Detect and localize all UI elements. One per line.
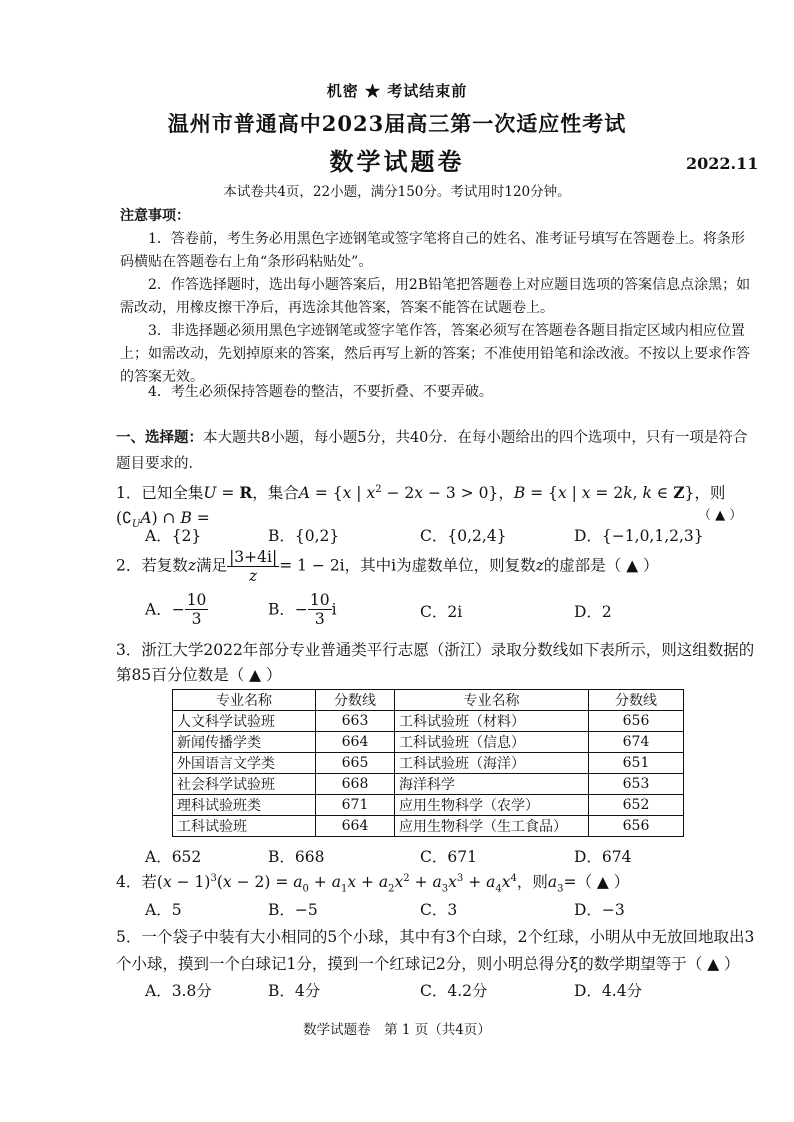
- column-header: 分数线: [589, 690, 684, 711]
- option-b: B．−5: [268, 901, 318, 919]
- page-footer: 数学试题卷 第 1 页（共4页）: [303, 1022, 491, 1038]
- table-row: 外国语言文学类 665 工科试验班（海洋） 651: [173, 753, 684, 774]
- option-b: B．668: [268, 848, 325, 866]
- question-text: ，其中i为虚数单位，则复数: [344, 556, 536, 575]
- table-row: 社会科学试验班 668 海洋科学 653: [173, 774, 684, 795]
- exam-title: 温州市普通高中2023届高三第一次适应性考试: [167, 111, 627, 136]
- section-label: 一、选择题：: [116, 429, 203, 446]
- answer-mark: （ ▲ ）: [698, 508, 743, 523]
- exam-date: 2022.11: [686, 154, 759, 173]
- option-a: A．{2}: [145, 527, 202, 545]
- option-a: A．3.8分: [145, 982, 212, 1000]
- option-b: B．− $\frac{10}{3}$ i: [268, 591, 337, 628]
- option-c: C．2i: [420, 603, 463, 621]
- table-row: 人文科学试验班 663 工科试验班（材料） 656: [173, 711, 684, 732]
- option-b: B．4分: [268, 982, 321, 1000]
- note-item: 1．答卷前，考生务必用黑色字迹钢笔或签字笔将自己的姓名、准考证号填写在答题卷上。将条形码横贴在答题卷右上角“条形码粘贴处”。: [120, 231, 745, 270]
- table-row: 工科试验班 664 应用生物科学（生工食品） 656: [173, 816, 684, 837]
- option-d: D．4.4分: [574, 982, 643, 1000]
- option-a: A．− $\frac{10}{3}$: [145, 591, 207, 628]
- question-text: ，则: [694, 484, 726, 503]
- section-text: 本大题共8小题，每小题5分，共40分．在每小题给出的四个选项中，只有一项是符合题目要求的．: [116, 430, 748, 472]
- question-text: ，则: [516, 873, 548, 892]
- question-2: 2．若复数z满足 $\frac{|3+4i|}{z}$ = 1 − 2i，其中i为虚数单位，则复数z的虚部是（ ▲ ）: [116, 548, 659, 585]
- question-text: = 1 − 2i: [279, 556, 345, 575]
- question-number: 1．: [116, 484, 142, 503]
- column-header: 专业名称: [395, 690, 589, 711]
- section-header: [116, 425, 748, 477]
- column-header: 分数线: [316, 690, 395, 711]
- question-5: 5．一个袋子中装有大小相同的5个小球，其中有3个白球，2个红球，小明从中无放回地取出3个小球，摸到一个白球记1分，摸到一个红球记2分，则小明总得分ξ的数学期望等于（ ▲ ）: [116, 928, 755, 973]
- option-c: C．4.2分: [420, 982, 488, 1000]
- question-text: 满足: [196, 556, 228, 575]
- table-row: 理科试验班类 671 应用生物科学（农学） 652: [173, 795, 684, 816]
- question-text: ，集合: [252, 484, 299, 503]
- question-3: 3．浙江大学2022年部分专业普通类平行志愿（浙江）录取分数线如下表所示，则这组数据的第85百分位数是（ ▲ ）: [116, 641, 755, 684]
- option-d: D．2: [574, 603, 612, 621]
- confidential-label: 机密 ★ 考试结束前: [326, 82, 468, 100]
- question-4: 4．若$(x - 1)^3(x - 2) = a_0 + a_1x + a_2x^2 + a_3x^3 + a_4x^4$，则$a_3=$（ ▲ ）: [116, 873, 630, 895]
- option-b: B．{0,2}: [268, 527, 340, 545]
- table-header-row: [173, 690, 684, 711]
- score-table: [172, 689, 684, 837]
- question-text: 若: [141, 873, 157, 892]
- exam-subtitle: 数学试题卷: [329, 147, 465, 176]
- option-a: A．652: [145, 848, 202, 866]
- question-number: 4．: [116, 873, 142, 892]
- fraction: $\frac{|3+4i|}{z}$: [229, 548, 278, 585]
- note-item: 3．非选择题必须用黑色字迹钢笔或签字笔作答，答案必须写在答题卷各题目指定区域内相应位置上；如需改动，先划掉原来的答案，然后再写上新的答案；不准使用铅笔和涂改液。不按以上要求作答的答案无效。: [120, 323, 750, 385]
- question-number: 2．: [116, 556, 142, 575]
- notes-heading: 注意事项：: [120, 208, 190, 224]
- option-a: A．5: [145, 901, 182, 919]
- option-d: D．674: [574, 848, 632, 866]
- table-row: 新闻传播学类 664 工科试验班（信息） 674: [173, 732, 684, 753]
- question-text: 已知全集: [141, 484, 204, 503]
- option-d: D．−3: [574, 901, 625, 919]
- option-c: C．{0,2,4}: [420, 527, 507, 545]
- question-text: ，: [498, 484, 514, 503]
- question-1: 1．已知全集U = R，集合A = {x | $x^2 - 2x - 3 > 0$}，B = {x | x = 2k, k ∈ Z}，则$(∁_UA)$ ∩ B =: [116, 483, 726, 531]
- option-d: D．{−1,0,1,2,3}: [574, 527, 704, 545]
- note-item: 2．作答选择题时，选出每小题答案后，用2B铅笔把答题卷上对应题目选项的答案信息点涂黑；如需改动，用橡皮擦干净后，再选涂其他答案，答案不能答在试题卷上。: [120, 277, 751, 316]
- question-text: =（ ▲ ）: [563, 873, 630, 892]
- column-header: 专业名称: [173, 690, 316, 711]
- option-c: C．671: [420, 848, 477, 866]
- option-c: C．3: [420, 901, 458, 919]
- exam-info: 本试卷共4页，22小题，满分150分。考试用时120分钟。: [223, 184, 571, 200]
- question-text: 若复数: [141, 556, 188, 575]
- question-text: 的虚部是（ ▲ ）: [543, 556, 659, 575]
- note-item: 4．考生必须保持答题卷的整洁，不要折叠、不要弄破。: [148, 384, 493, 400]
